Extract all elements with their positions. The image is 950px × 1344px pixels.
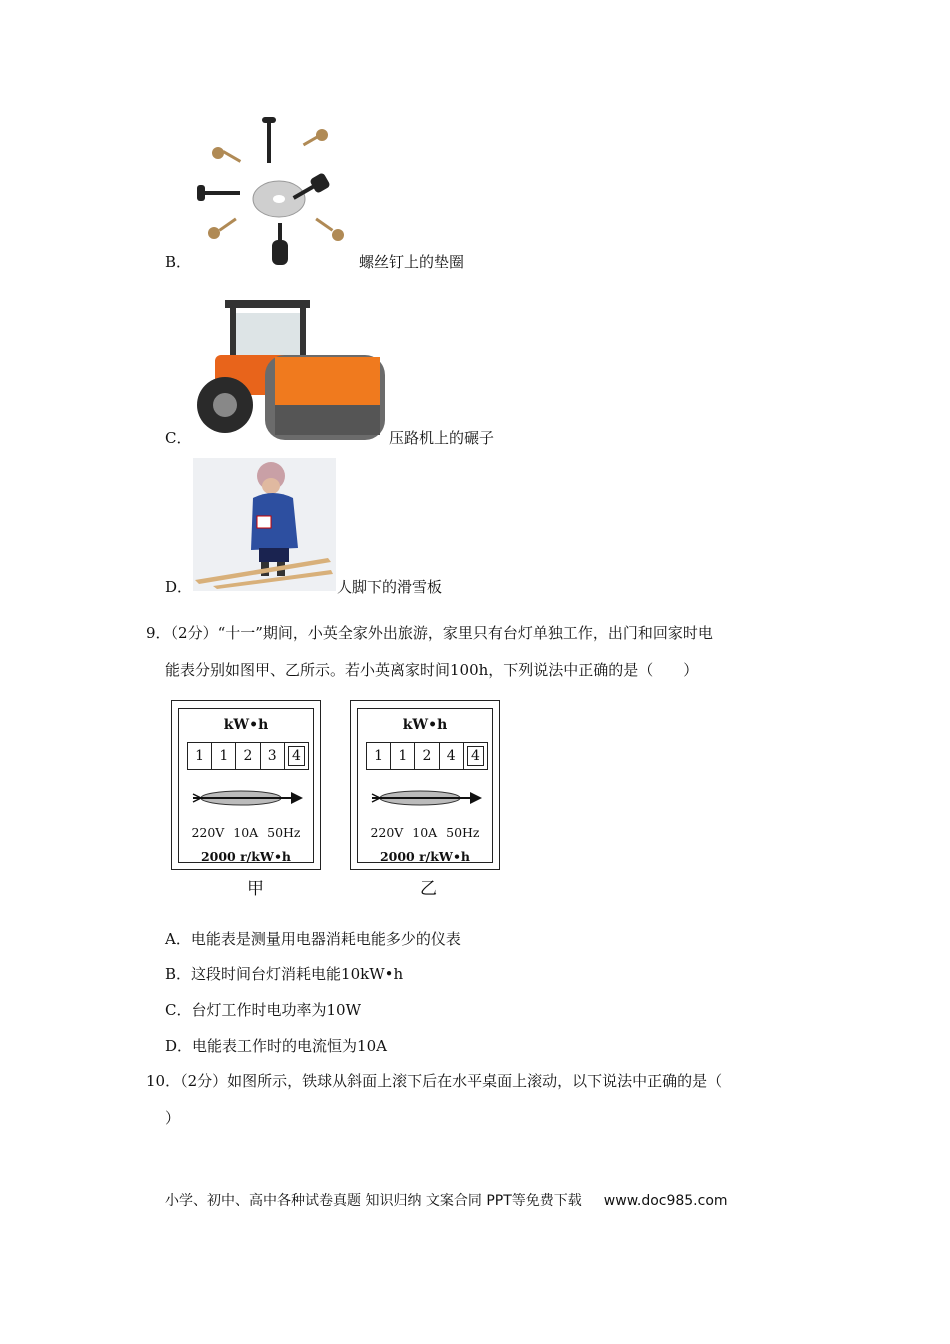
- q10-stem-line1: 10．（2分）如图所示，铁球从斜面上滚下后在水平桌面上滚动，以下说法中正确的是（: [146, 1072, 723, 1090]
- option-text: 螺丝钉上的垫圈: [359, 253, 465, 271]
- skier-child-image: [193, 458, 336, 591]
- meter-digit: 1: [188, 743, 212, 769]
- meter-digits: [187, 742, 309, 770]
- energy-meter-jia: [171, 700, 321, 870]
- meter-unit: kW•h: [223, 717, 269, 733]
- meter-digit: 4: [464, 743, 487, 769]
- option-letter: D．: [165, 578, 193, 596]
- meter-rating: [358, 825, 492, 840]
- meter-digit: 3: [261, 743, 285, 769]
- energy-meter-yi: [350, 700, 500, 870]
- option-letter: B．: [165, 253, 192, 271]
- frequency-rating: 50Hz: [446, 825, 480, 840]
- q9-option-a: A．电能表是测量用电器消耗电能多少的仪表: [165, 930, 461, 948]
- current-rating: 10A: [233, 825, 259, 840]
- frequency-rating: 50Hz: [267, 825, 301, 840]
- meter-digit: 1: [391, 743, 415, 769]
- meter-digit: 2: [236, 743, 260, 769]
- q9-stem-line1: 9．（2分）“十一”期间，小英全家外出旅游，家里只有台灯单独工作，出门和回家时电: [146, 624, 713, 642]
- option-c: [165, 427, 495, 449]
- road-roller-image: [195, 295, 390, 445]
- current-rating: 10A: [412, 825, 438, 840]
- meter-digit: 4: [440, 743, 464, 769]
- rotating-disc-arrow-icon: [370, 787, 485, 809]
- voltage-rating: 220V: [370, 825, 404, 840]
- meter-revolutions: 2000 r/kW•h: [379, 849, 471, 864]
- meter-caption-jia: 甲: [247, 879, 264, 899]
- option-text: 人脚下的滑雪板: [337, 578, 443, 596]
- option-letter: C．: [165, 429, 192, 447]
- meter-digit: 2: [415, 743, 439, 769]
- footer-url[interactable]: www.doc985.com: [603, 1193, 728, 1209]
- meter-digits: [366, 742, 488, 770]
- meter-unit: kW•h: [402, 717, 448, 733]
- option-b: [165, 251, 465, 273]
- q9-stem-line2: 能表分别如图甲、乙所示。若小英离家时间100h，下列说法中正确的是（ ）: [165, 661, 699, 679]
- voltage-rating: 220V: [191, 825, 225, 840]
- q9-option-d: D．电能表工作时的电流恒为10A: [165, 1037, 387, 1055]
- meter-digit: 4: [285, 743, 308, 769]
- q9-option-c: C．台灯工作时电功率为10W: [165, 1001, 361, 1019]
- footer-text: 小学、初中、高中各种试卷真题 知识归纳 文案合同 PPT等免费下载: [165, 1193, 582, 1209]
- page-footer: [165, 1190, 728, 1210]
- meter-revolutions: 2000 r/kW•h: [200, 849, 292, 864]
- q9-option-b: B．这段时间台灯消耗电能10kW•h: [165, 965, 404, 983]
- meter-digit: 1: [212, 743, 236, 769]
- meter-digit: 1: [367, 743, 391, 769]
- meter-caption-yi: 乙: [420, 879, 437, 899]
- meter-rating: [179, 825, 313, 840]
- option-d: [165, 576, 443, 598]
- option-text: 压路机上的碾子: [389, 429, 495, 447]
- rotating-disc-arrow-icon: [191, 787, 306, 809]
- q10-stem-line2: ）: [165, 1109, 181, 1127]
- screws-washer-image: [192, 115, 360, 267]
